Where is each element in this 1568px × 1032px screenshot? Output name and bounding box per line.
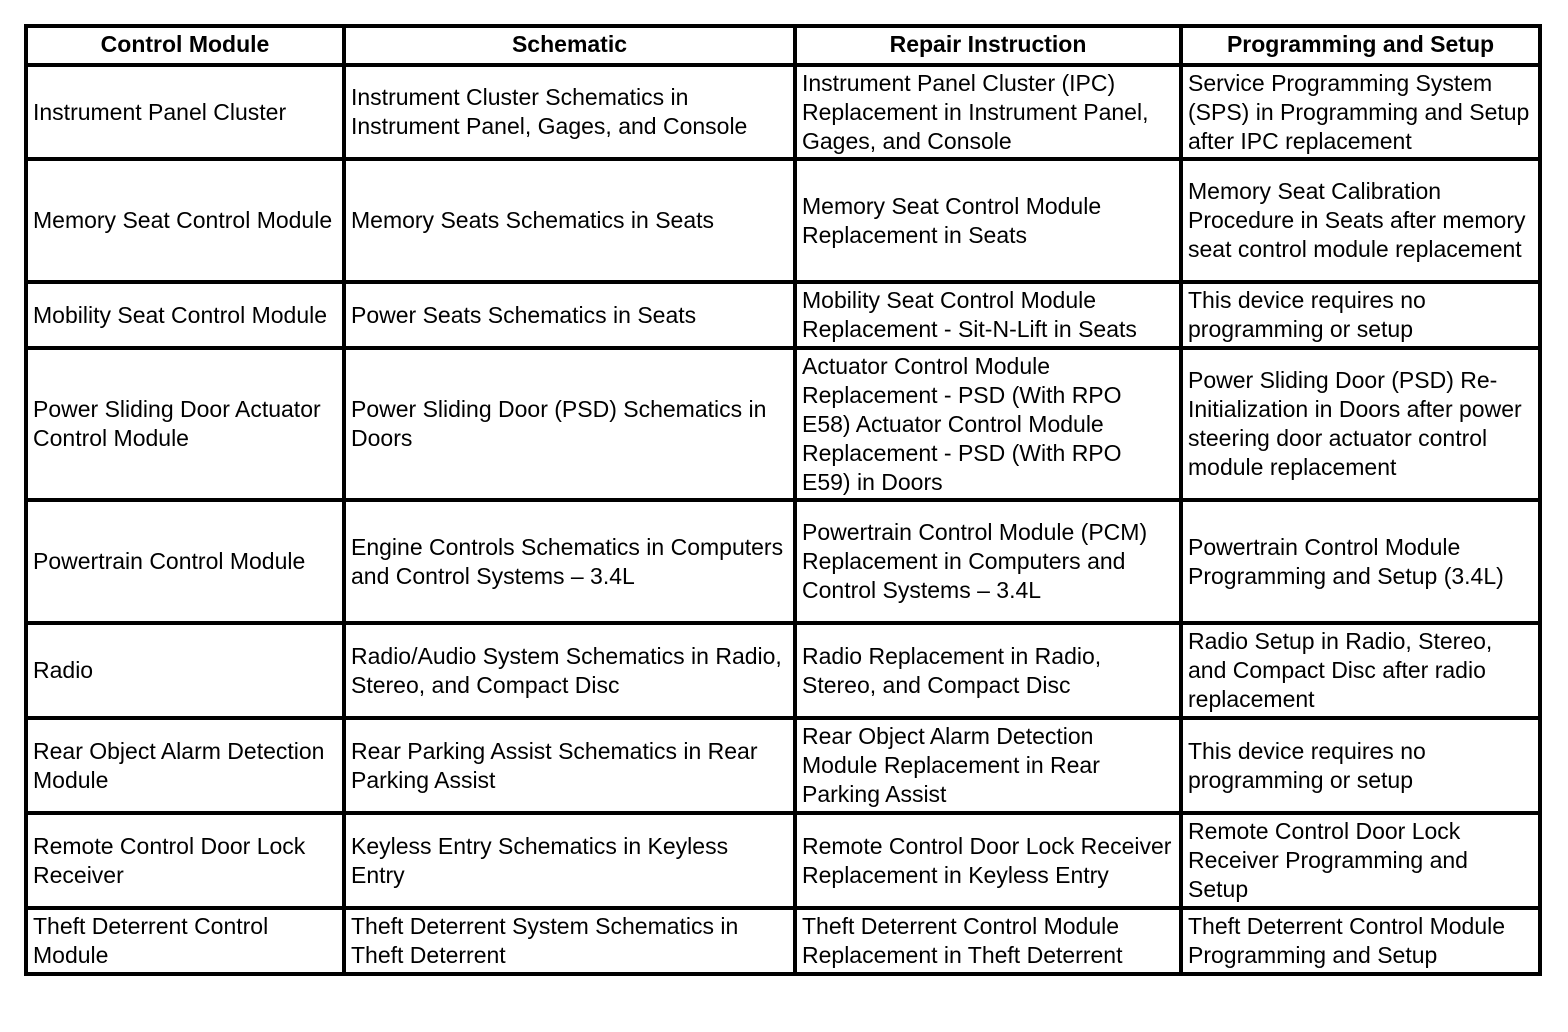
cell-control-module: Radio (26, 623, 344, 718)
cell-repair-instruction: Remote Control Door Lock Receiver Replacement in Keyless Entry (795, 813, 1181, 908)
cell-repair-instruction: Instrument Panel Cluster (IPC) Replacement in Instrument Panel, Gages, and Console (795, 65, 1181, 159)
cell-programming-setup: Radio Setup in Radio, Stereo, and Compact Disc after radio replacement (1181, 623, 1540, 718)
cell-programming-setup: Powertrain Control Module Programming and Setup (3.4L) (1181, 500, 1540, 623)
table-row (26, 718, 1540, 813)
cell-repair-instruction: Actuator Control Module Replacement - PSD (With RPO E58) Actuator Control Module Replacement - PSD (With RPO E59) in Doors (795, 348, 1181, 500)
header-programming-setup: Programming and Setup (1181, 26, 1540, 65)
cell-schematic: Theft Deterrent System Schematics in Theft Deterrent (344, 908, 795, 974)
table-row (26, 159, 1540, 282)
table-row (26, 908, 1540, 974)
cell-programming-setup: This device requires no programming or setup (1181, 718, 1540, 813)
cell-schematic: Power Seats Schematics in Seats (344, 282, 795, 348)
cell-repair-instruction: Mobility Seat Control Module Replacement - Sit-N-Lift in Seats (795, 282, 1181, 348)
cell-control-module: Instrument Panel Cluster (26, 65, 344, 159)
cell-control-module: Remote Control Door Lock Receiver (26, 813, 344, 908)
table-row (26, 282, 1540, 348)
cell-control-module: Theft Deterrent Control Module (26, 908, 344, 974)
cell-control-module: Power Sliding Door Actuator Control Module (26, 348, 344, 500)
header-repair-instruction: Repair Instruction (795, 26, 1181, 65)
cell-programming-setup: Theft Deterrent Control Module Programming and Setup (1181, 908, 1540, 974)
header-row (26, 26, 1540, 65)
cell-repair-instruction: Powertrain Control Module (PCM) Replacement in Computers and Control Systems – 3.4L (795, 500, 1181, 623)
cell-repair-instruction: Theft Deterrent Control Module Replacement in Theft Deterrent (795, 908, 1181, 974)
cell-programming-setup: Power Sliding Door (PSD) Re-Initialization in Doors after power steering door actuator control module replacement (1181, 348, 1540, 500)
cell-schematic: Engine Controls Schematics in Computers and Control Systems – 3.4L (344, 500, 795, 623)
cell-repair-instruction: Radio Replacement in Radio, Stereo, and Compact Disc (795, 623, 1181, 718)
cell-programming-setup: Service Programming System (SPS) in Programming and Setup after IPC replacement (1181, 65, 1540, 159)
cell-schematic: Rear Parking Assist Schematics in Rear Parking Assist (344, 718, 795, 813)
table-header (26, 26, 1540, 65)
cell-programming-setup: Remote Control Door Lock Receiver Programming and Setup (1181, 813, 1540, 908)
cell-repair-instruction: Memory Seat Control Module Replacement in Seats (795, 159, 1181, 282)
table-row (26, 65, 1540, 159)
cell-schematic: Memory Seats Schematics in Seats (344, 159, 795, 282)
table-row (26, 623, 1540, 718)
cell-repair-instruction: Rear Object Alarm Detection Module Replacement in Rear Parking Assist (795, 718, 1181, 813)
cell-schematic: Instrument Cluster Schematics in Instrument Panel, Gages, and Console (344, 65, 795, 159)
control-module-table (24, 24, 1542, 976)
cell-programming-setup: This device requires no programming or setup (1181, 282, 1540, 348)
table-row (26, 348, 1540, 500)
table-row (26, 500, 1540, 623)
cell-control-module: Rear Object Alarm Detection Module (26, 718, 344, 813)
cell-schematic: Keyless Entry Schematics in Keyless Entry (344, 813, 795, 908)
cell-programming-setup: Memory Seat Calibration Procedure in Seats after memory seat control module replacement (1181, 159, 1540, 282)
cell-control-module: Memory Seat Control Module (26, 159, 344, 282)
cell-schematic: Power Sliding Door (PSD) Schematics in Doors (344, 348, 795, 500)
cell-control-module: Mobility Seat Control Module (26, 282, 344, 348)
header-schematic: Schematic (344, 26, 795, 65)
cell-control-module: Powertrain Control Module (26, 500, 344, 623)
table-row (26, 813, 1540, 908)
header-control-module: Control Module (26, 26, 344, 65)
cell-schematic: Radio/Audio System Schematics in Radio, Stereo, and Compact Disc (344, 623, 795, 718)
table-body (26, 65, 1540, 974)
